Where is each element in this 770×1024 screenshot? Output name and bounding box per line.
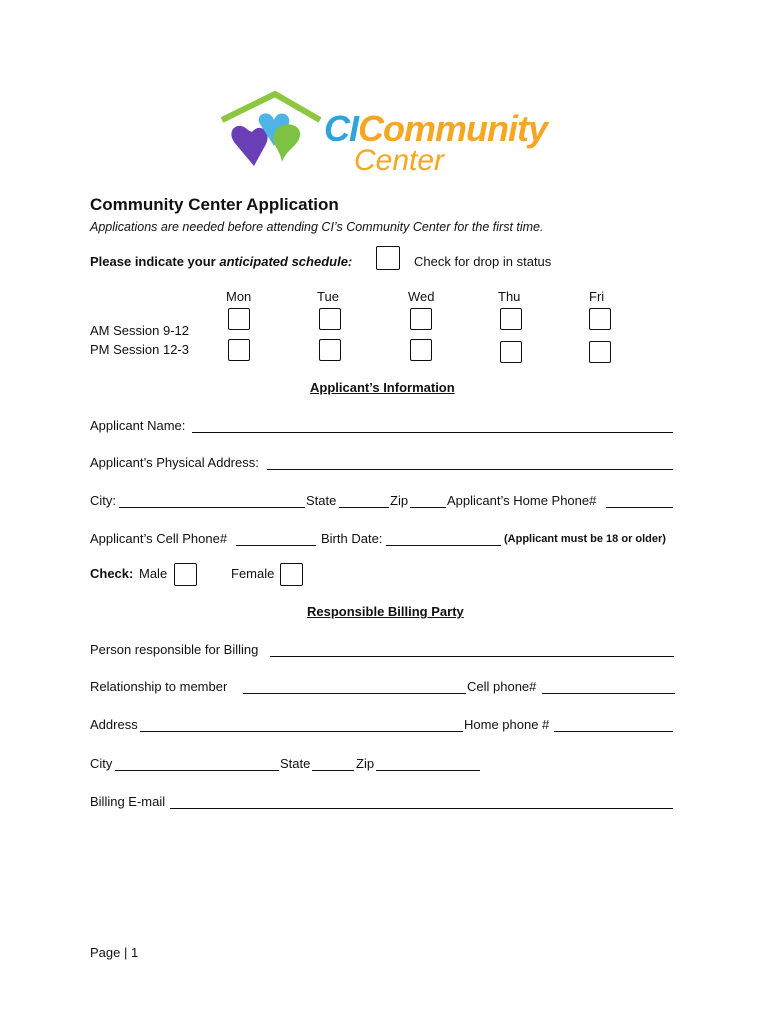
applicant-state-field[interactable]	[339, 507, 389, 508]
dropin-checkbox[interactable]	[376, 246, 400, 270]
billing-city-label: City	[90, 756, 113, 771]
applicant-birth-field[interactable]	[386, 545, 501, 546]
logo-ci: CI	[324, 108, 358, 149]
billing-email-label: Billing E-mail	[90, 794, 166, 809]
applicant-address-field[interactable]	[267, 469, 673, 470]
billing-state-field[interactable]	[312, 770, 354, 771]
billing-home-phone-field[interactable]	[554, 731, 673, 732]
day-wed: Wed	[408, 289, 435, 304]
logo-center: Center	[354, 144, 445, 177]
pm-tue-checkbox[interactable]	[319, 339, 341, 361]
am-thu-checkbox[interactable]	[500, 308, 522, 330]
day-tue: Tue	[317, 289, 339, 304]
schedule-label: Please indicate your anticipated schedule:	[90, 254, 353, 269]
billing-person-field[interactable]	[270, 656, 674, 657]
logo-hearts-icon	[220, 90, 330, 180]
applicant-city-label: City:	[90, 493, 116, 508]
billing-zip-field[interactable]	[376, 770, 480, 771]
billing-zip-label: Zip	[356, 756, 375, 771]
applicant-birth-label: Birth Date:	[321, 531, 383, 546]
page-subtitle: Applications are needed before attending CI’s Community Center for the first time.	[90, 220, 544, 234]
applicant-zip-field[interactable]	[410, 507, 446, 508]
age-note: (Applicant must be 18 or older)	[504, 533, 666, 545]
applicant-city-field[interactable]	[119, 507, 305, 508]
pm-mon-checkbox[interactable]	[228, 339, 250, 361]
billing-state-label: State	[280, 756, 311, 771]
billing-cell-field[interactable]	[542, 693, 675, 694]
page-title: Community Center Application	[90, 195, 339, 214]
billing-city-field[interactable]	[115, 770, 279, 771]
applicant-name-label: Applicant Name:	[90, 418, 186, 433]
am-wed-checkbox[interactable]	[410, 308, 432, 330]
female-label: Female	[231, 566, 275, 581]
male-label: Male	[139, 566, 168, 581]
gender-check-label: Check:	[90, 566, 134, 581]
day-mon: Mon	[226, 289, 252, 304]
billing-cell-label: Cell phone#	[467, 679, 537, 694]
applicant-home-phone-field[interactable]	[606, 507, 673, 508]
applicant-cell-label: Applicant’s Cell Phone#	[90, 531, 228, 546]
page-number: Page | 1	[90, 945, 139, 960]
session-am-label: AM Session 9-12	[90, 323, 189, 338]
billing-person-label: Person responsible for Billing	[90, 642, 259, 657]
pm-thu-checkbox[interactable]	[500, 341, 522, 363]
applicant-zip-label: Zip	[390, 493, 409, 508]
billing-home-phone-label: Home phone #	[464, 717, 550, 732]
female-checkbox[interactable]	[280, 563, 303, 586]
am-fri-checkbox[interactable]	[589, 308, 611, 330]
billing-relationship-field[interactable]	[243, 693, 466, 694]
applicant-address-label: Applicant’s Physical Address:	[90, 455, 259, 470]
am-tue-checkbox[interactable]	[319, 308, 341, 330]
session-pm-label: PM Session 12-3	[90, 342, 189, 357]
am-mon-checkbox[interactable]	[228, 308, 250, 330]
logo	[220, 90, 560, 180]
applicant-heading: Applicant’s Information	[310, 380, 455, 395]
pm-fri-checkbox[interactable]	[589, 341, 611, 363]
applicant-state-label: State	[306, 493, 337, 508]
billing-relationship-label: Relationship to member	[90, 679, 228, 694]
applicant-home-phone-label: Applicant’s Home Phone#	[447, 493, 597, 508]
day-fri: Fri	[589, 289, 605, 304]
day-thu: Thu	[498, 289, 521, 304]
applicant-name-field[interactable]	[192, 432, 673, 433]
logo-community: Community	[358, 108, 547, 149]
billing-address-label: Address	[90, 717, 138, 732]
pm-wed-checkbox[interactable]	[410, 339, 432, 361]
applicant-cell-field[interactable]	[236, 545, 316, 546]
billing-email-field[interactable]	[170, 808, 673, 809]
male-checkbox[interactable]	[174, 563, 197, 586]
billing-address-field[interactable]	[140, 731, 463, 732]
billing-heading: Responsible Billing Party	[307, 604, 464, 619]
dropin-label: Check for drop in status	[414, 254, 552, 269]
